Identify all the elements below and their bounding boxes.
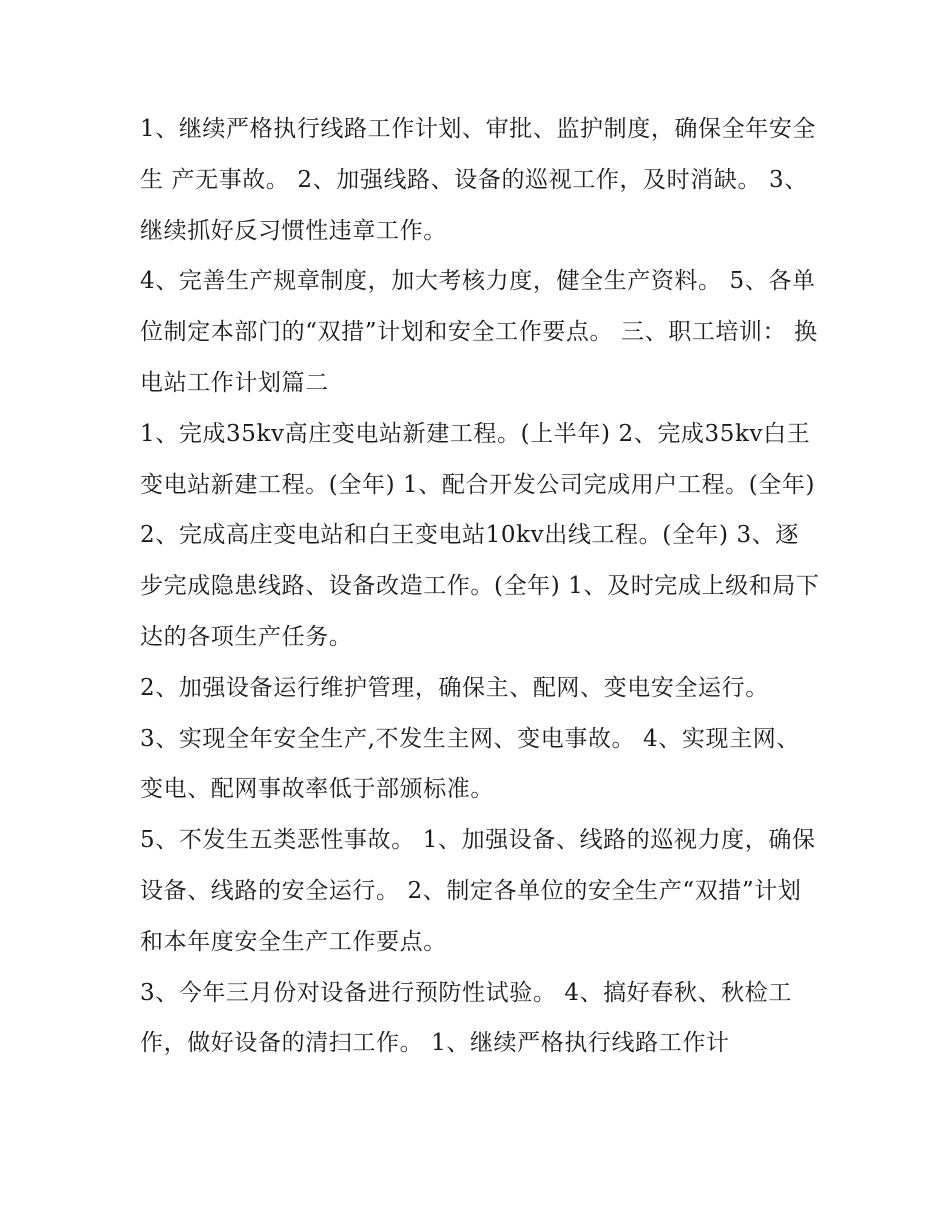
paragraph-4: 2、完成高庄变电站和白王变电站10kv出线工程。(全年) 3、逐步完成隐患线路、设备改造工作。(全年) 1、及时完成上级和局下达的各项生产任务。 xyxy=(140,522,820,650)
paragraph-5: 2、加强设备运行维护管理，确保主、配网、变电安全运行。 xyxy=(140,674,769,701)
paragraph-3: 1、完成35kv高庄变电站新建工程。(上半年) 2、完成35kv白王变电站新建工程。(全年) 1、配合开发公司完成用户工程。(全年) xyxy=(140,420,816,498)
paragraph-8: 3、今年三月份对设备进行预防性试验。 4、搞好春秋、秋检工作，做好设备的清扫工作。 1、继续严格执行线路工作计 xyxy=(140,979,792,1057)
paragraph-6: 3、实现全年安全生产,不发生主网、变电事故。 4、实现主网、变电、配网事故率低于部颁标准。 xyxy=(140,725,800,803)
paragraph-2: 4、完善生产规章制度，加大考核力度，健全生产资料。 5、各单位制定本部门的“双措”计划和安全工作要点。 三、职工培训： 换电站工作计划篇二 xyxy=(140,268,818,396)
document-body xyxy=(140,104,820,1069)
paragraph-1: 1、继续严格执行线路工作计划、审批、监护制度，确保全年安全生 产无事故。 2、加强线路、设备的巡视工作，及时消缺。 3、继续抓好反习惯性违章工作。 xyxy=(140,116,817,244)
paragraph-7: 5、不发生五类恶性事故。 1、加强设备、线路的巡视力度，确保设备、线路的安全运行。 2、制定各单位的安全生产“双措”计划和本年度安全生产工作要点。 xyxy=(140,827,816,955)
